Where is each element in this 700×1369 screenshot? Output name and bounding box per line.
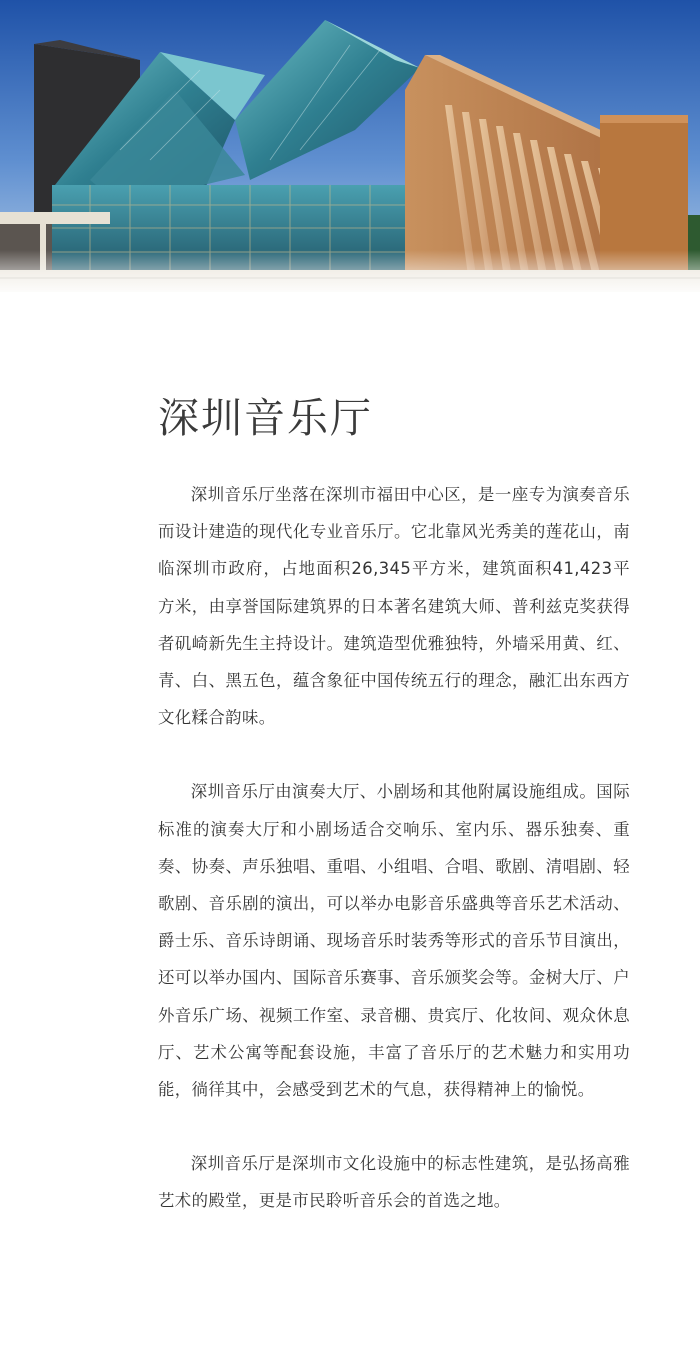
page-title: 深圳音乐厅	[158, 394, 373, 442]
article-paragraph: 深圳音乐厅是深圳市文化设施中的标志性建筑，是弘扬高雅艺术的殿堂，更是市民聆听音乐会的首选之地。	[158, 1154, 630, 1211]
hero-image	[0, 0, 700, 292]
article-paragraph: 深圳音乐厅由演奏大厅、小剧场和其他附属设施组成。国际标准的演奏大厅和小剧场适合交响乐、室内乐、器乐独奏、重奏、协奏、声乐独唱、重唱、小组唱、合唱、歌剧、清唱剧、轻歌剧、音乐剧的演出，可以举办电影音乐盛典等音乐艺术活动、爵士乐、音乐诗朗诵、现场音乐时装秀等形式的音乐节目演出，还可以举办国内、国际音乐赛事、音乐颁奖会等。金树大厅、户外音乐广场、视频工作室、录音棚、贵宾厅、化妆间、观众休息厅、艺术公寓等配套设施，丰富了音乐厅的艺术魅力和实用功能，徜徉其中，会感受到艺术的气息，获得精神上的愉悦。	[158, 782, 630, 1100]
article-paragraph: 深圳音乐厅坐落在深圳市福田中心区，是一座专为演奏音乐而设计建造的现代化专业音乐厅。它北靠风光秀美的莲花山，南临深圳市政府，占地面积26,345平方米，建筑面积41,423平方米，由享誉国际建筑界的日本著名建筑大师、普利兹克奖获得者矶崎新先生主持设计。建筑造型优雅独特，外墙采用黄、红、青、白、黑五色，蕴含象征中国传统五行的理念，融汇出东西方文化糅合韵味。	[158, 485, 630, 728]
article-body	[158, 476, 630, 1220]
